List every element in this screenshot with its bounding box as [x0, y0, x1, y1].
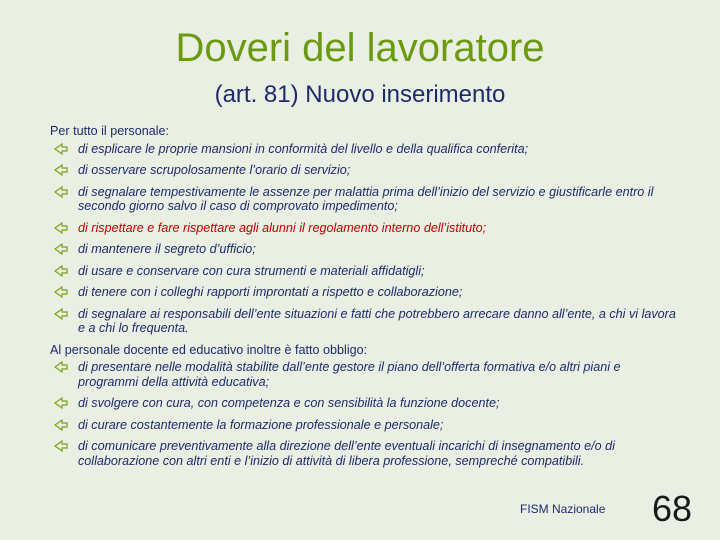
list-all-staff — [50, 142, 680, 336]
list-item: di presentare nelle modalità stabilite dall’ente gestore il piano dell’offerta formativa e/o altri piani e programmi della attività educativa; — [50, 360, 680, 389]
list-item: di segnalare tempestivamente le assenze per malattia prima dell’inizio del servizio e giustificarle entro il secondo giorno salvo il caso di comprovato impedimento; — [50, 185, 680, 214]
list-item: di usare e conservare con cura strumenti e materiali affidatigli; — [50, 264, 680, 279]
footer-label: FISM Nazionale — [520, 502, 606, 516]
list-item-highlighted: di rispettare e fare rispettare agli alunni il regolamento interno dell’istituto; — [50, 221, 680, 236]
list-item: di esplicare le proprie mansioni in conformità del livello e della qualifica conferita; — [50, 142, 680, 157]
bullet-icon — [54, 361, 68, 373]
list-teaching-staff — [50, 360, 680, 468]
bullet-icon — [54, 308, 68, 320]
list-item: di curare costantemente la formazione professionale e personale; — [50, 418, 680, 433]
list-item: di comunicare preventivamente alla direzione dell’ente eventuali incarichi di insegnamento e/o di collaborazione con altri enti e l’inizio di attività di libera professione, sempreché compatibili. — [50, 439, 680, 468]
list-item: di svolgere con cura, con competenza e con sensibilità la funzione docente; — [50, 396, 680, 411]
bullet-icon — [54, 222, 68, 234]
bullet-icon — [54, 186, 68, 198]
bullet-icon — [54, 286, 68, 298]
list-item: di mantenere il segreto d’ufficio; — [50, 242, 680, 257]
bullet-icon — [54, 143, 68, 155]
slide-subtitle: (art. 81) Nuovo inserimento — [214, 81, 506, 108]
section-heading-teaching-staff: Al personale docente ed educativo inoltre è fatto obbligo: — [50, 342, 368, 357]
slide-title: Doveri del lavoratore — [175, 26, 545, 70]
page-number: 68 — [652, 488, 693, 529]
slide-content — [50, 124, 680, 475]
bullet-icon — [54, 164, 68, 176]
bullet-icon — [54, 419, 68, 431]
bullet-icon — [54, 243, 68, 255]
bullet-icon — [54, 397, 68, 409]
bullet-icon — [54, 265, 68, 277]
list-item: di segnalare ai responsabili dell’ente situazioni e fatti che potrebbero arrecare danno all’ente, a chi vi lavora e a chi lo frequenta. — [50, 307, 680, 336]
section-heading-all-staff: Per tutto il personale: — [50, 124, 170, 138]
bullet-icon — [54, 440, 68, 452]
list-item: di tenere con i colleghi rapporti improntati a rispetto e collaborazione; — [50, 285, 680, 300]
list-item: di osservare scrupolosamente l’orario di servizio; — [50, 163, 680, 178]
